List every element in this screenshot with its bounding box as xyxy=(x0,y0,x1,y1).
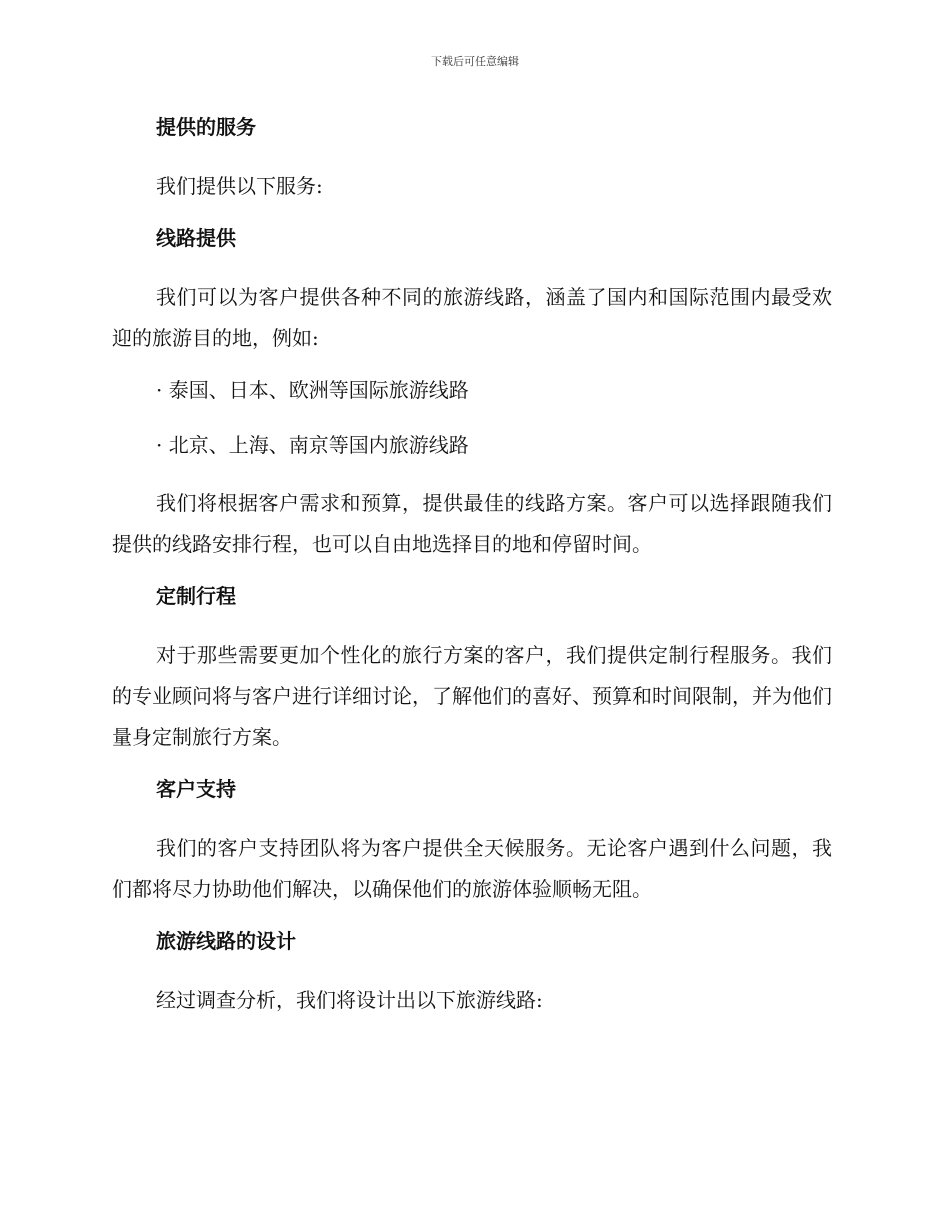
heading-routes: 线路提供 xyxy=(156,226,236,250)
document-body xyxy=(112,110,832,1035)
paragraph-customer-support: 我们的客户支持团队将为客户提供全天候服务。无论客户遇到什么问题，我们都将尽力协助他们解决，以确保他们的旅游体验顺畅无阻。 xyxy=(112,836,832,901)
bullet-international-routes: · 泰国、日本、欧洲等国际旅游线路 xyxy=(156,378,469,402)
page-header: 下载后可任意编辑 xyxy=(431,55,519,68)
heading-services: 提供的服务 xyxy=(156,115,256,139)
paragraph-custom-itinerary: 对于那些需要更加个性化的旅行方案的客户，我们提供定制行程服务。我们的专业顾问将与客户进行详细讨论，了解他们的喜好、预算和时间限制，并为他们量身定制旅行方案。 xyxy=(112,643,832,749)
paragraph-services-intro: 我们提供以下服务: xyxy=(156,174,323,198)
heading-customer-support: 客户支持 xyxy=(156,777,236,801)
paragraph-routes-plan: 我们将根据客户需求和预算，提供最佳的线路方案。客户可以选择跟随我们提供的线路安排行程，也可以自由地选择目的地和停留时间。 xyxy=(112,491,832,556)
bullet-domestic-routes: · 北京、上海、南京等国内旅游线路 xyxy=(156,433,469,457)
paragraph-route-design: 经过调查分析，我们将设计出以下旅游线路: xyxy=(156,988,543,1012)
paragraph-routes: 我们可以为客户提供各种不同的旅游线路，涵盖了国内和国际范围内最受欢迎的旅游目的地，例如: xyxy=(112,285,832,350)
heading-custom-itinerary: 定制行程 xyxy=(156,584,236,608)
heading-route-design: 旅游线路的设计 xyxy=(156,929,296,953)
